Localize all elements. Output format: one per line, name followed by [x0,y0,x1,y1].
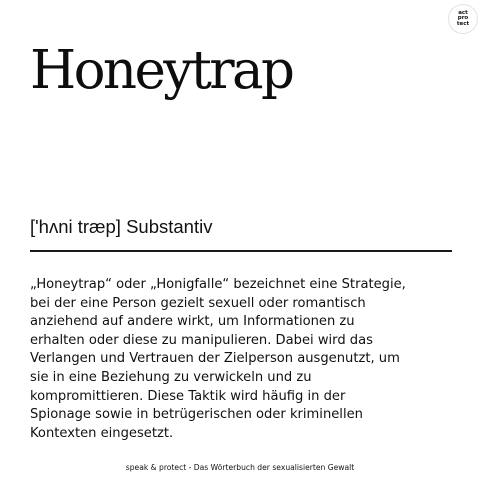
logo-line-2: pro [457,15,469,22]
definition-line: erhalten oder diese zu manipulieren. Dabei wird das [30,332,373,348]
headword: Honeytrap [30,40,293,101]
act-protect-logo [448,4,478,34]
definition-line: sie in eine Beziehung zu verwickeln und zu [30,369,312,385]
footer-caption: speak & protect - Das Wörterbuch der sexualisierten Gewalt [125,463,355,472]
definition-line: Kontexten eingesetzt. [30,425,174,441]
definition [30,276,460,443]
definition-line: Verlangen und Vertrauen der Zielperson ausgenutzt, um [30,351,400,367]
definition-line: „Honeytrap“ oder „Honigfalle“ bezeichnet eine Strategie, [30,277,406,292]
logo-line-1: act [458,9,468,16]
definition-line: bei der eine Person gezielt sexuell oder romantisch [30,295,366,311]
divider [30,250,452,252]
definition-line: anziehend auf andere wirkt, um Informationen zu [30,314,355,330]
part-of-speech: Substantiv [126,216,213,237]
pronunciation: ['hʌni træp] [30,216,121,237]
pronunciation-line [30,215,212,239]
definition-line: Spionage sowie in betrügerischen oder kriminellen [30,407,363,423]
logo-line-3: tect [456,20,470,27]
definition-line: kompromittieren. Diese Taktik wird häufig in der [30,388,346,404]
